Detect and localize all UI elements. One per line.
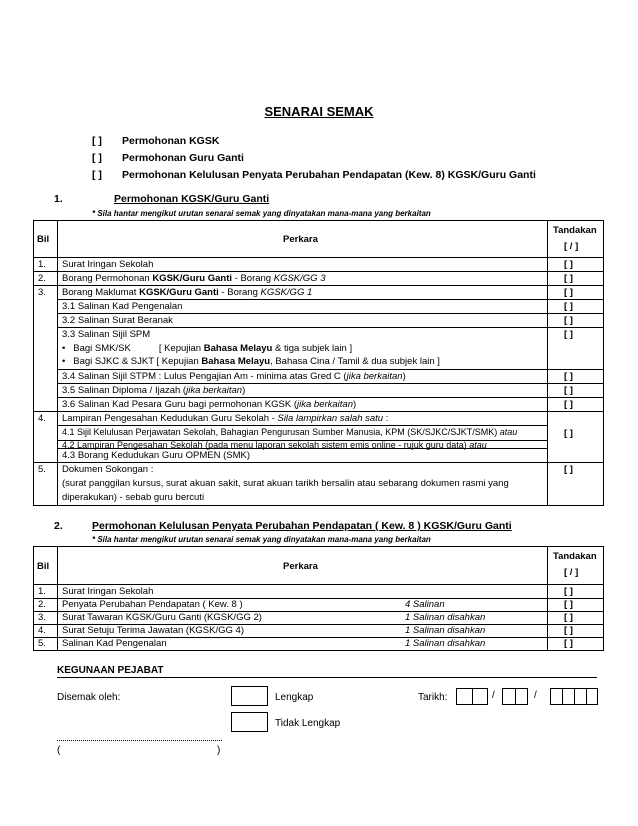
row-text: 3.1 Salinan Kad Pengenalan bbox=[62, 301, 183, 312]
tick-box[interactable]: [ ] bbox=[564, 287, 573, 298]
tick-box[interactable]: [ ] bbox=[564, 638, 573, 649]
row-number: 1. bbox=[38, 259, 46, 270]
row-text: Salinan Kad Pengenalan bbox=[62, 638, 167, 649]
row-number: 2. bbox=[38, 599, 46, 610]
row-text: Borang Maklumat KGSK/Guru Ganti - Borang KGSK/GG 1 bbox=[62, 287, 313, 298]
row-text: Surat Setuju Terima Jawatan (KGSK/GG 4) bbox=[62, 625, 244, 636]
checklist-item: [ ] Permohonan KGSK bbox=[92, 135, 220, 147]
row-number: 5. bbox=[38, 464, 46, 475]
tick-box[interactable]: [ ] bbox=[564, 586, 573, 597]
row-number: 4. bbox=[38, 625, 46, 636]
bullet-item: • Bagi SJKC & SJKT [ Kepujian Bahasa Melayu, Bahasa Cina / Tamil & dua subjek lain ] bbox=[62, 356, 440, 367]
section1-number: 1. bbox=[54, 193, 63, 205]
checklist-item: [ ] Permohonan Guru Ganti bbox=[92, 152, 244, 164]
row-text: Borang Permohonan KGSK/Guru Ganti - Borang KGSK/GG 3 bbox=[62, 273, 326, 284]
row-number: 3. bbox=[38, 287, 46, 298]
row-number: 4. bbox=[38, 413, 46, 424]
row-number: 2. bbox=[38, 273, 46, 284]
name-paren-open: ( bbox=[57, 745, 61, 756]
row-number: 5. bbox=[38, 638, 46, 649]
row-text: 3.4 Salinan Sijil STPM : Lulus Pengajian Am - minima atas Gred C (jika berkaitan) bbox=[62, 371, 406, 382]
tick-box[interactable]: [ ] bbox=[564, 399, 573, 410]
col-header-tandakan: Tandakan bbox=[553, 551, 597, 562]
lengkap-checkbox[interactable] bbox=[231, 686, 268, 706]
name-paren-close: ) bbox=[217, 745, 221, 756]
bullet-item: • Bagi SMK/SK [ Kepujian Bahasa Melayu & tiga subjek lain ] bbox=[62, 343, 353, 354]
row-text: 4.1 Sijil Kelulusan Perjawatan Sekolah, Bahagian Pengurusan Sumber Manusia, KPM (SK/SJKC/SJKT/SMK) atau bbox=[62, 427, 518, 437]
row-number: 3. bbox=[38, 612, 46, 623]
tick-box[interactable]: [ ] bbox=[564, 385, 573, 396]
row-text: 3.5 Salinan Diploma / Ijazah (jika berkaitan) bbox=[62, 385, 246, 396]
tick-box[interactable]: [ ] bbox=[564, 428, 573, 439]
copies-note: 4 Salinan bbox=[405, 599, 445, 610]
row-text: 3.2 Salinan Surat Beranak bbox=[62, 315, 173, 326]
tick-box[interactable]: [ ] bbox=[564, 315, 573, 326]
row-text: (surat panggilan kursus, surat akuan sakit, surat akuan tarikh bersalin atau sebarang dokumen rasmi yang bbox=[62, 478, 509, 489]
page-title: SENARAI SEMAK bbox=[264, 104, 374, 119]
tidak-lengkap-label: Tidak Lengkap bbox=[275, 718, 341, 729]
col-header-perkara: Perkara bbox=[283, 561, 318, 572]
row-text: 3.3 Salinan Sijil SPM bbox=[62, 329, 151, 340]
disemak-label: Disemak oleh: bbox=[57, 692, 121, 703]
row-text: Surat Iringan Sekolah bbox=[62, 259, 154, 270]
row-text: Dokumen Sokongan : bbox=[62, 464, 154, 475]
row-number: 1. bbox=[38, 586, 46, 597]
copies-note: 1 Salinan disahkan bbox=[405, 638, 486, 649]
row-text: Penyata Perubahan Pendapatan ( Kew. 8 ) bbox=[62, 599, 243, 610]
section2-note: * Sila hantar mengikut urutan senarai semak yang dinyatakan mana-mana yang berkaitan bbox=[92, 535, 431, 544]
row-text: 4.3 Borang Kedudukan Guru OPMEN (SMK) bbox=[62, 450, 250, 461]
row-text: Surat Iringan Sekolah bbox=[62, 586, 154, 597]
tick-box[interactable]: [ ] bbox=[564, 273, 573, 284]
row-text: 3.6 Salinan Kad Pesara Guru bagi permohonan KGSK (jika berkaitan) bbox=[62, 399, 357, 410]
col-header-tick: [ / ] bbox=[564, 241, 579, 252]
col-header-bil: Bil bbox=[37, 561, 50, 572]
tick-box[interactable]: [ ] bbox=[564, 599, 573, 610]
col-header-tick: [ / ] bbox=[564, 567, 579, 578]
tidak-lengkap-checkbox[interactable] bbox=[231, 712, 268, 732]
row-text: diperakukan) - sebab guru bercuti bbox=[62, 492, 205, 503]
office-title: KEGUNAAN PEJABAT bbox=[57, 665, 164, 676]
tick-box[interactable]: [ ] bbox=[564, 301, 573, 312]
tick-box[interactable]: [ ] bbox=[564, 329, 573, 340]
col-header-perkara: Perkara bbox=[283, 234, 318, 245]
tick-box[interactable]: [ ] bbox=[564, 464, 573, 475]
copies-note: 1 Salinan disahkan bbox=[405, 625, 486, 636]
row-text: Lampiran Pengesahan Kedudukan Guru Sekolah - Sila lampirkan salah satu : bbox=[62, 413, 389, 424]
tick-box[interactable]: [ ] bbox=[564, 259, 573, 270]
date-separator: / bbox=[492, 690, 495, 701]
col-header-bil: Bil bbox=[37, 234, 50, 245]
office-divider bbox=[57, 677, 597, 678]
lengkap-label: Lengkap bbox=[275, 692, 314, 703]
row-text: 4.2 Lampiran Pengesahan Sekolah (pada menu laporan sekolah sistem emis online - rujuk guru data) atau bbox=[62, 440, 487, 450]
checklist-item: [ ] Permohonan Kelulusan Penyata Perubahan Pendapatan (Kew. 8) KGSK/Guru Ganti bbox=[92, 169, 536, 181]
copies-note: 1 Salinan disahkan bbox=[405, 612, 486, 623]
section2-title: Permohonan Kelulusan Penyata Perubahan Pendapatan ( Kew. 8 ) KGSK/Guru Ganti bbox=[92, 520, 512, 532]
section2-number: 2. bbox=[54, 520, 63, 532]
tarikh-label: Tarikh: bbox=[418, 692, 448, 703]
tick-box[interactable]: [ ] bbox=[564, 625, 573, 636]
tick-box[interactable]: [ ] bbox=[564, 612, 573, 623]
section1-title: Permohonan KGSK/Guru Ganti bbox=[114, 193, 270, 205]
section1-note: * Sila hantar mengikut urutan senarai semak yang dinyatakan mana-mana yang berkaitan bbox=[92, 209, 431, 218]
row-text: Surat Tawaran KGSK/Guru Ganti (KGSK/GG 2) bbox=[62, 612, 262, 623]
date-separator: / bbox=[534, 690, 537, 701]
signature-line[interactable] bbox=[57, 740, 222, 741]
col-header-tandakan: Tandakan bbox=[553, 225, 597, 236]
tick-box[interactable]: [ ] bbox=[564, 371, 573, 382]
